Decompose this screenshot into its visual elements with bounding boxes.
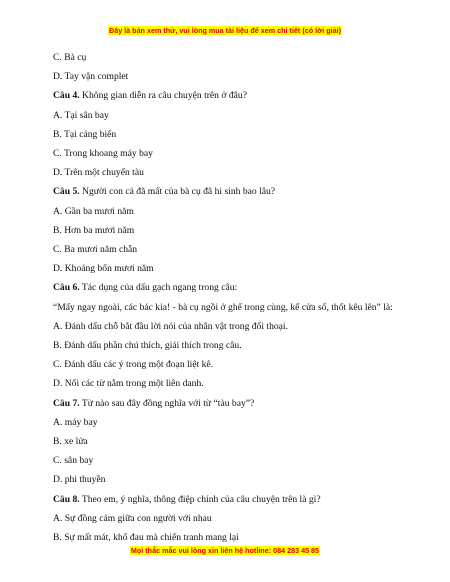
option-line: D. Trên một chuyến tàu xyxy=(53,167,144,179)
question-number: Câu 4. xyxy=(53,90,80,102)
option-line: D. phi thuyền xyxy=(53,474,106,486)
hotline-footer-banner xyxy=(0,546,450,555)
option-line: D. Nối các từ nằm trong một liên danh. xyxy=(53,378,204,390)
question-text: Người con cả đã mất của bà cụ đã hi sinh bao lâu? xyxy=(79,186,276,198)
option-line: C. Trong khoang máy bay xyxy=(53,148,153,160)
question-4 xyxy=(53,86,405,105)
question-number: Câu 6. xyxy=(53,282,80,294)
preview-notice-banner xyxy=(0,26,450,35)
option-line: B. xe lửa xyxy=(53,436,88,448)
question-text: Không gian diễn ra câu chuyện trên ở đâu? xyxy=(79,90,247,102)
option-line: B. Đánh dấu phần chú thích, giải thích trong câu. xyxy=(53,340,242,352)
option-line: D. Khoảng bốn mươi năm xyxy=(53,263,154,275)
option-line: B. Tại cảng biển xyxy=(53,128,117,140)
option-line: A. máy bay xyxy=(53,416,98,428)
document-body xyxy=(53,48,405,547)
option-line: C. sân bay xyxy=(53,455,94,467)
question-text: Tác dụng của dấu gạch ngang trong câu: xyxy=(79,282,238,294)
option-line: A. Gần ba mươi năm xyxy=(53,205,134,217)
question-number: Câu 5. xyxy=(53,186,80,198)
option-line: A. Tại sân bay xyxy=(53,109,109,121)
quoted-sentence: “Mấy ngay ngoài, các bác kia! - bà cụ ngồi ở ghế trong cùng, kế cửa sổ, thốt kêu lên” là: xyxy=(53,301,393,313)
question-text: Theo em, ý nghĩa, thông điệp chính của câu chuyện trên là gì? xyxy=(79,493,321,505)
hotline-footer-text: Mọi thắc mắc vui lòng xin liên hệ hotline: 084 283 45 85 xyxy=(130,546,320,555)
question-number: Câu 8. xyxy=(53,493,80,505)
option-line: B. Hơn ba mươi năm xyxy=(53,224,135,236)
option-line: A. Sự đồng cảm giữa con người với nhau xyxy=(53,512,212,524)
option-line: C. Ba mươi năm chẵn xyxy=(53,244,138,256)
question-number: Câu 7. xyxy=(53,397,80,409)
question-5 xyxy=(53,182,405,201)
question-7 xyxy=(53,394,405,413)
option-line: D. Tay vận complet xyxy=(53,71,129,83)
option-line: B. Sự mất mát, khổ đau mà chiến tranh mang lại xyxy=(53,532,239,544)
option-line: C. Bà cụ xyxy=(53,52,87,63)
question-text: Từ nào sau đây đồng nghĩa với từ “tàu bay”? xyxy=(79,397,255,409)
option-line: A. Đánh dấu chỗ bắt đầu lời nói của nhân vật trong đối thoại. xyxy=(53,320,289,332)
question-6 xyxy=(53,278,405,297)
option-line: C. Đánh dấu các ý trong một đoạn liệt kê. xyxy=(53,359,214,371)
preview-notice-text: Đây là bản xem thử, vui lòng mua tài liệu để xem chi tiết (có lời giải) xyxy=(109,26,341,35)
question-8 xyxy=(53,490,405,509)
